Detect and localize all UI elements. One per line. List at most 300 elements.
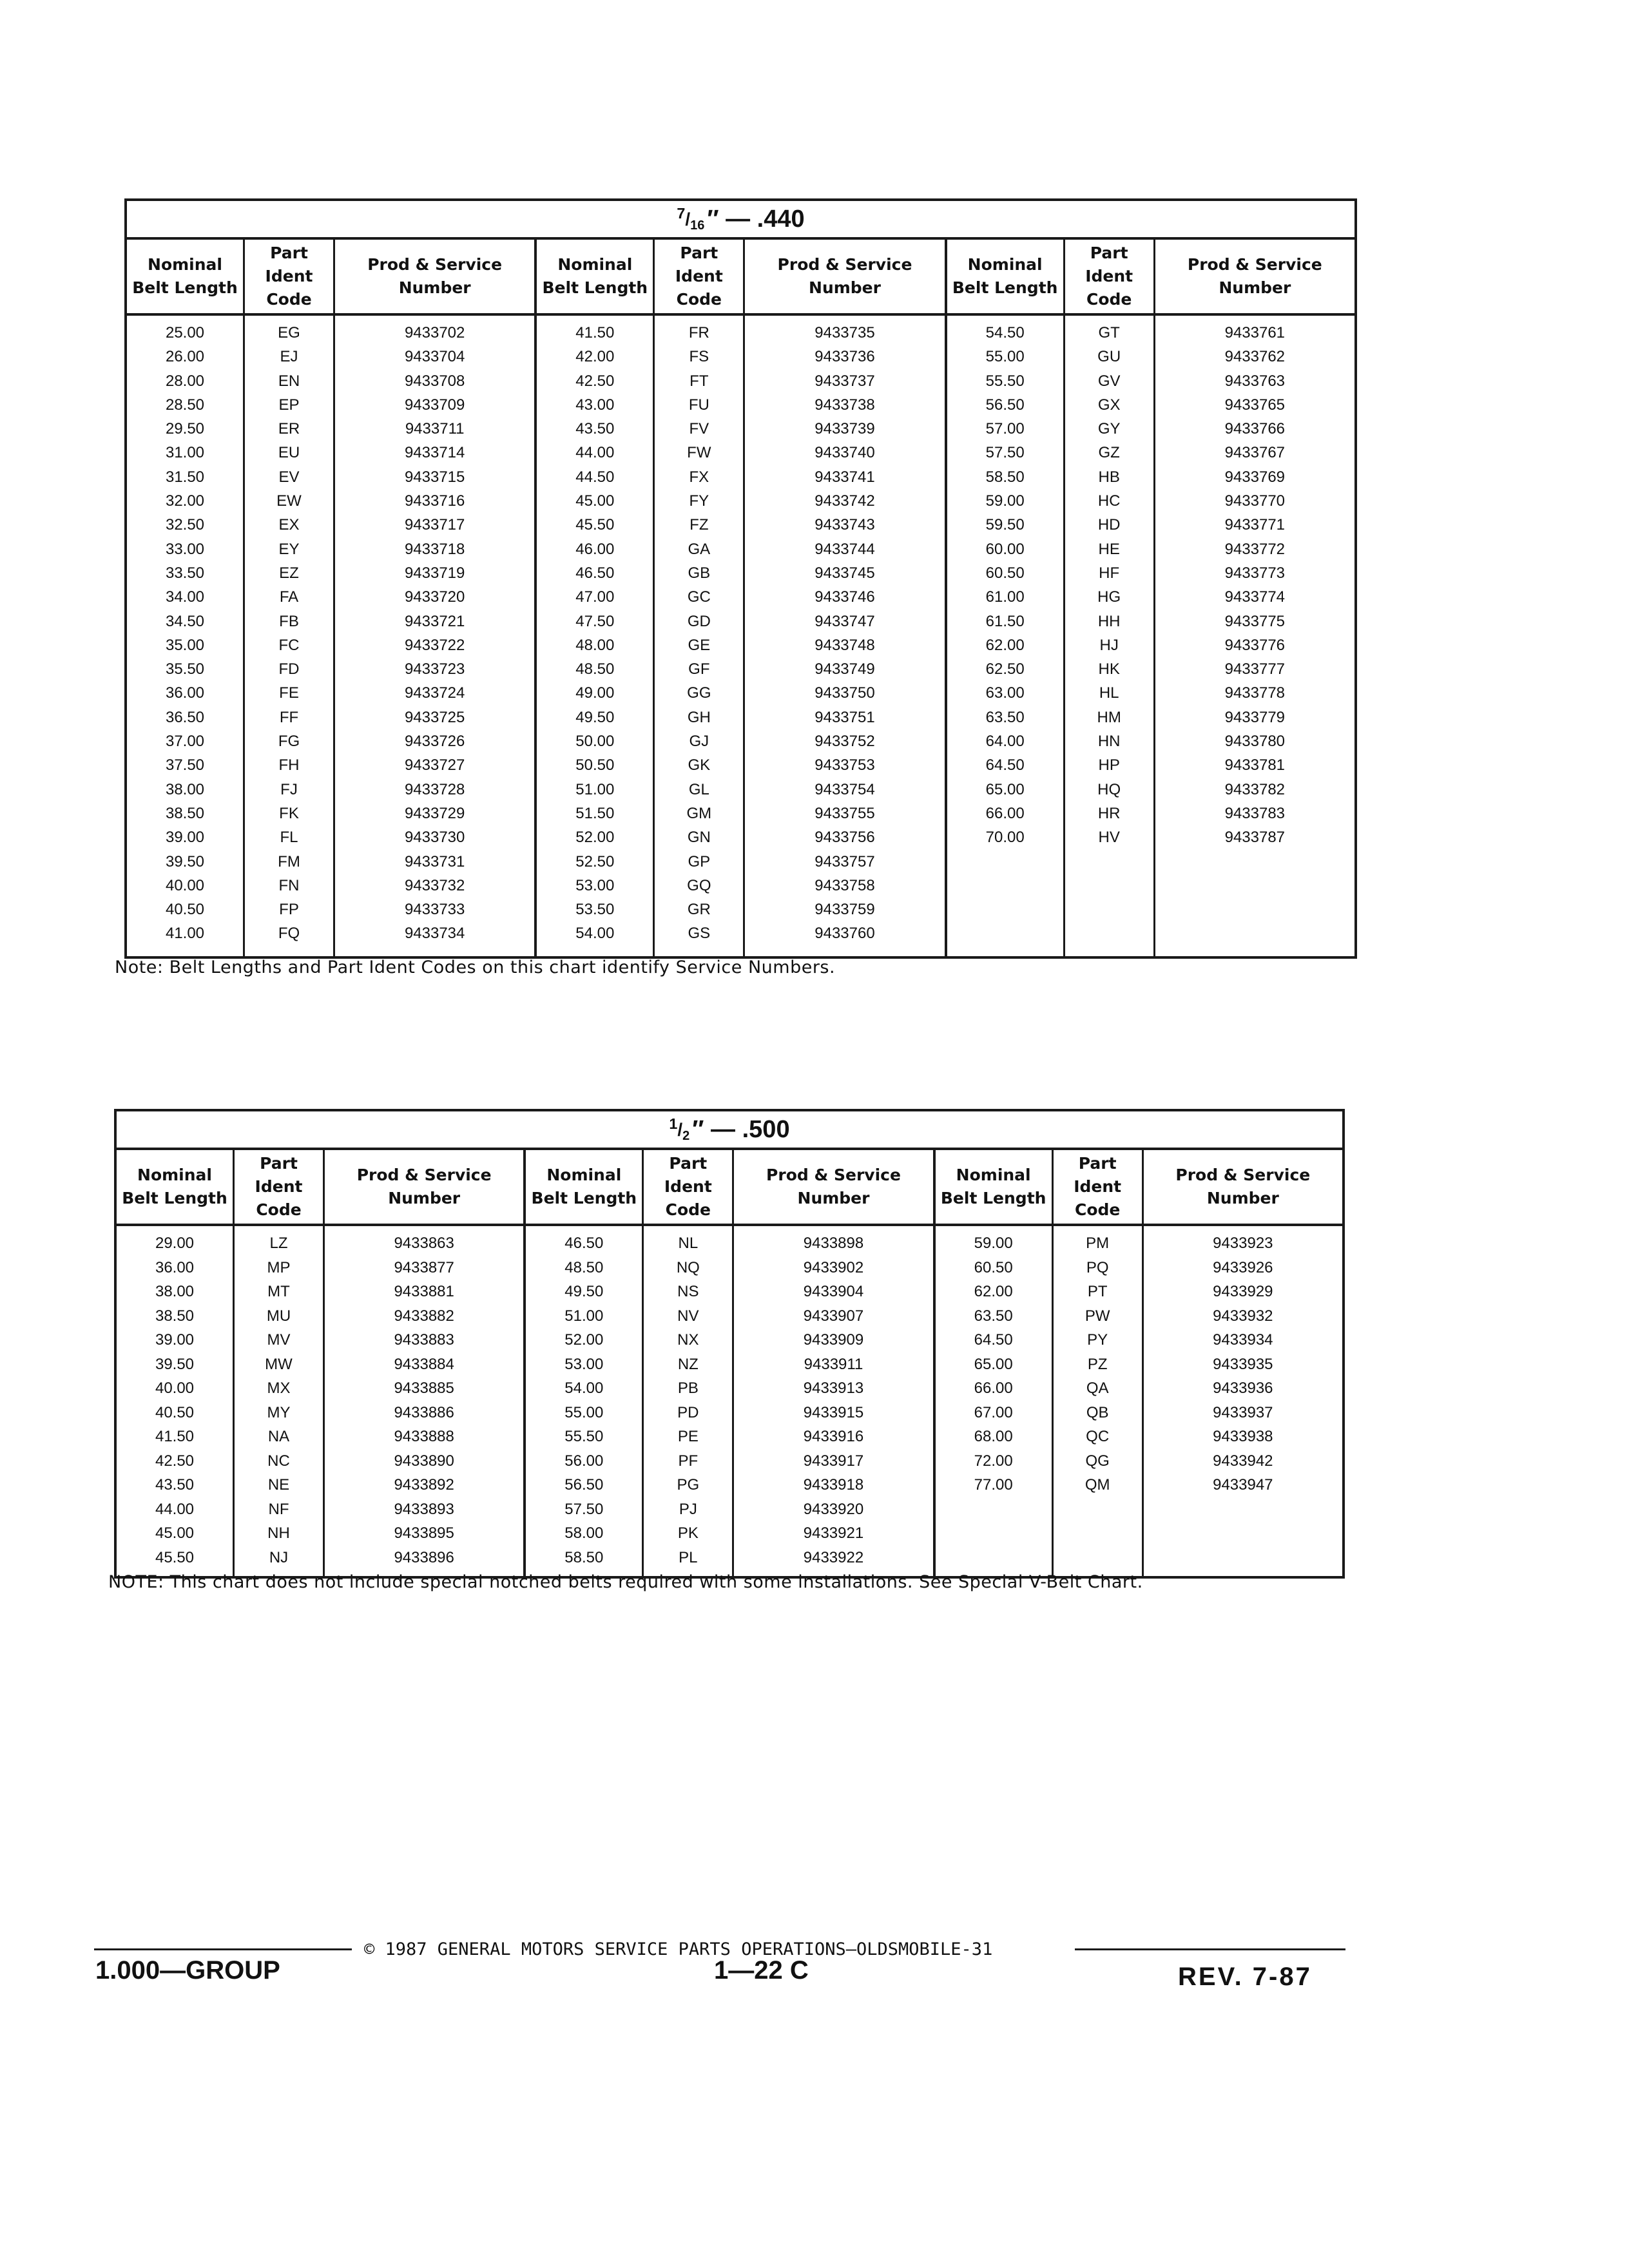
code-column xyxy=(1063,240,1153,956)
code-cell: GU xyxy=(1097,348,1121,366)
code-column xyxy=(243,240,333,956)
code-cell: GE xyxy=(688,636,711,654)
length-cell: 66.00 xyxy=(985,804,1025,822)
code-cell: QA xyxy=(1086,1379,1109,1397)
number-cell: 9433727 xyxy=(404,756,465,774)
length-cell: 45.00 xyxy=(155,1524,195,1542)
code-cell: MP xyxy=(267,1258,291,1276)
code-cell: ER xyxy=(278,420,300,438)
code-cell: HB xyxy=(1098,468,1120,486)
number-cell: 9433936 xyxy=(1213,1379,1273,1397)
length-cell: 42.50 xyxy=(155,1452,195,1470)
chart-title xyxy=(117,1111,1342,1150)
number-cell: 9433782 xyxy=(1224,780,1286,798)
code-cell: NA xyxy=(267,1428,290,1445)
column-group xyxy=(127,240,534,956)
code-cell: NS xyxy=(677,1283,699,1300)
code-column xyxy=(653,240,743,956)
length-cell: 52.00 xyxy=(575,829,615,847)
number-cell: 9433922 xyxy=(803,1548,864,1566)
length-cell: 41.50 xyxy=(155,1428,195,1445)
length-cell: 59.00 xyxy=(985,492,1025,510)
column-header: Part Ident Code xyxy=(1054,1150,1142,1226)
length-cell: 70.00 xyxy=(985,829,1025,847)
code-column xyxy=(233,1150,323,1576)
length-cell: 46.00 xyxy=(575,540,615,558)
chart-note: Note: Belt Lengths and Part Ident Codes on this chart identify Service Numbers. xyxy=(115,957,836,977)
length-cell: 72.00 xyxy=(974,1452,1013,1470)
code-cell: GK xyxy=(688,756,711,774)
number-cell: 9433778 xyxy=(1224,684,1286,702)
number-cell: 9433863 xyxy=(394,1235,454,1252)
number-column xyxy=(732,1150,932,1576)
code-cell: HR xyxy=(1097,804,1121,822)
column-header: Part Ident Code xyxy=(245,240,333,316)
number-column xyxy=(743,240,944,956)
number-cell: 9433735 xyxy=(815,324,875,341)
number-cell: 9433913 xyxy=(803,1379,864,1397)
column-header: Prod & Service Number xyxy=(335,240,534,316)
code-cell: FR xyxy=(688,324,709,341)
code-cell: FG xyxy=(278,733,300,751)
number-cell: 9433893 xyxy=(394,1500,454,1518)
code-cell: QG xyxy=(1085,1452,1110,1470)
length-cell: 28.50 xyxy=(165,396,205,414)
length-cell: 49.50 xyxy=(564,1283,604,1300)
number-cell: 9433748 xyxy=(815,636,875,654)
number-cell: 9433921 xyxy=(803,1524,864,1542)
code-cell: FJ xyxy=(280,780,298,798)
length-cell: 49.50 xyxy=(575,708,615,726)
length-cell: 56.50 xyxy=(564,1476,604,1494)
length-column xyxy=(117,1150,233,1576)
number-cell: 9433716 xyxy=(404,492,465,510)
title-fraction: $^7/_{16}$ xyxy=(677,205,705,233)
title-fraction: $^1/_2$ xyxy=(669,1115,690,1143)
number-cell: 9433751 xyxy=(815,708,875,726)
code-cell: GF xyxy=(688,660,710,678)
code-cell: HN xyxy=(1097,733,1121,751)
number-cell: 9433916 xyxy=(803,1428,864,1445)
number-cell: 9433895 xyxy=(394,1524,454,1542)
code-cell: GJ xyxy=(689,733,709,751)
number-cell: 9433702 xyxy=(404,324,465,341)
length-cell: 36.00 xyxy=(165,684,205,702)
code-cell: NC xyxy=(267,1452,290,1470)
number-cell: 9433780 xyxy=(1224,733,1286,751)
number-cell: 9433775 xyxy=(1224,612,1286,630)
title-text: ″ — .500 xyxy=(692,1115,790,1143)
number-cell: 9433779 xyxy=(1224,708,1286,726)
length-column xyxy=(947,240,1063,956)
code-cell: HH xyxy=(1097,612,1121,630)
length-cell: 61.50 xyxy=(985,612,1025,630)
number-cell: 9433898 xyxy=(803,1235,864,1252)
number-cell: 9433942 xyxy=(1213,1452,1273,1470)
code-cell: QC xyxy=(1086,1428,1110,1445)
length-cell: 57.50 xyxy=(564,1500,604,1518)
length-cell: 35.50 xyxy=(165,660,205,678)
length-cell: 38.00 xyxy=(155,1283,195,1300)
number-cell: 9433923 xyxy=(1213,1235,1273,1252)
number-cell: 9433773 xyxy=(1224,564,1286,582)
length-cell: 55.50 xyxy=(564,1428,604,1445)
code-cell: GB xyxy=(688,564,711,582)
code-cell: HJ xyxy=(1099,636,1119,654)
code-cell: EX xyxy=(278,516,300,534)
code-cell: PT xyxy=(1087,1283,1108,1300)
code-cell: NJ xyxy=(269,1548,289,1566)
code-cell: FK xyxy=(279,804,299,822)
length-cell: 55.00 xyxy=(564,1403,604,1421)
number-cell: 9433752 xyxy=(815,733,875,751)
length-cell: 65.00 xyxy=(985,780,1025,798)
code-cell: FM xyxy=(278,852,300,870)
code-cell: FA xyxy=(279,588,299,606)
column-group xyxy=(933,1150,1342,1576)
length-cell: 59.00 xyxy=(974,1235,1013,1252)
number-cell: 9433720 xyxy=(404,588,465,606)
number-cell: 9433884 xyxy=(394,1355,454,1373)
code-cell: PG xyxy=(677,1476,700,1494)
length-cell: 31.50 xyxy=(165,468,205,486)
number-cell: 9433918 xyxy=(803,1476,864,1494)
length-cell: 59.50 xyxy=(985,516,1025,534)
code-cell: FF xyxy=(279,708,299,726)
length-cell: 63.50 xyxy=(985,708,1025,726)
code-cell: HK xyxy=(1098,660,1120,678)
length-cell: 54.50 xyxy=(985,324,1025,341)
code-cell: GM xyxy=(686,804,712,822)
length-cell: 29.50 xyxy=(165,420,205,438)
column-group xyxy=(945,240,1354,956)
code-cell: HC xyxy=(1097,492,1121,510)
length-cell: 52.00 xyxy=(564,1331,604,1349)
column-header: Part Ident Code xyxy=(235,1150,323,1226)
length-cell: 47.50 xyxy=(575,612,615,630)
number-column xyxy=(333,240,534,956)
length-cell: 60.00 xyxy=(985,540,1025,558)
chart-title xyxy=(127,201,1354,240)
code-cell: PL xyxy=(679,1548,698,1566)
number-cell: 9433783 xyxy=(1224,804,1286,822)
length-cell: 63.00 xyxy=(985,684,1025,702)
code-cell: FY xyxy=(689,492,709,510)
code-cell: FN xyxy=(278,876,300,894)
length-cell: 36.00 xyxy=(155,1258,195,1276)
number-cell: 9433760 xyxy=(815,925,875,943)
number-cell: 9433733 xyxy=(404,901,465,919)
number-cell: 9433749 xyxy=(815,660,875,678)
length-cell: 48.50 xyxy=(564,1258,604,1276)
number-cell: 9433766 xyxy=(1224,420,1286,438)
length-column xyxy=(936,1150,1052,1576)
code-cell: GY xyxy=(1097,420,1121,438)
code-cell: HQ xyxy=(1097,780,1121,798)
length-cell: 29.00 xyxy=(155,1235,195,1252)
column-group xyxy=(117,1150,523,1576)
copyright-line: © 1987 GENERAL MOTORS SERVICE PARTS OPERATIONS—OLDSMOBILE-31 xyxy=(364,1939,993,1959)
number-cell: 9433724 xyxy=(404,684,465,702)
code-cell: MT xyxy=(267,1283,290,1300)
code-cell: PD xyxy=(677,1403,699,1421)
column-header: Prod & Service Number xyxy=(1155,240,1354,316)
code-cell: FD xyxy=(278,660,300,678)
length-cell: 45.00 xyxy=(575,492,615,510)
code-column xyxy=(642,1150,732,1576)
number-cell: 9433777 xyxy=(1224,660,1286,678)
column-header: Part Ident Code xyxy=(1065,240,1153,316)
number-cell: 9433890 xyxy=(394,1452,454,1470)
number-cell: 9433776 xyxy=(1224,636,1286,654)
number-cell: 9433902 xyxy=(803,1258,864,1276)
length-cell: 38.50 xyxy=(155,1307,195,1325)
code-column xyxy=(1052,1150,1142,1576)
code-cell: FX xyxy=(689,468,709,486)
code-cell: FV xyxy=(689,420,709,438)
number-cell: 9433715 xyxy=(404,468,465,486)
length-cell: 48.50 xyxy=(575,660,615,678)
length-cell: 46.50 xyxy=(564,1235,604,1252)
code-cell: EW xyxy=(276,492,302,510)
length-cell: 32.00 xyxy=(165,492,205,510)
length-cell: 55.50 xyxy=(985,372,1025,390)
length-cell: 57.50 xyxy=(985,444,1025,462)
number-cell: 9433736 xyxy=(815,348,875,366)
code-cell: QM xyxy=(1084,1476,1110,1494)
code-cell: FE xyxy=(279,684,299,702)
number-cell: 9433885 xyxy=(394,1379,454,1397)
number-cell: 9433935 xyxy=(1213,1355,1273,1373)
length-cell: 38.50 xyxy=(165,804,205,822)
length-cell: 40.00 xyxy=(155,1379,195,1397)
number-cell: 9433753 xyxy=(815,756,875,774)
number-cell: 9433763 xyxy=(1224,372,1286,390)
code-cell: HP xyxy=(1098,756,1120,774)
number-cell: 9433909 xyxy=(803,1331,864,1349)
code-cell: HF xyxy=(1099,564,1120,582)
length-cell: 58.50 xyxy=(564,1548,604,1566)
code-cell: PW xyxy=(1084,1307,1110,1325)
number-column xyxy=(1153,240,1354,956)
number-cell: 9433762 xyxy=(1224,348,1286,366)
length-cell: 52.50 xyxy=(575,852,615,870)
number-cell: 9433734 xyxy=(404,925,465,943)
number-cell: 9433892 xyxy=(394,1476,454,1494)
number-cell: 9433904 xyxy=(803,1283,864,1300)
length-cell: 33.00 xyxy=(165,540,205,558)
length-column xyxy=(537,240,653,956)
code-cell: FH xyxy=(278,756,300,774)
code-cell: HV xyxy=(1098,829,1120,847)
length-cell: 60.50 xyxy=(985,564,1025,582)
code-cell: GX xyxy=(1097,396,1121,414)
length-cell: 67.00 xyxy=(974,1403,1013,1421)
number-cell: 9433929 xyxy=(1213,1283,1273,1300)
number-cell: 9433896 xyxy=(394,1548,454,1566)
length-cell: 49.00 xyxy=(575,684,615,702)
number-cell: 9433883 xyxy=(394,1331,454,1349)
code-cell: PB xyxy=(677,1379,699,1397)
length-cell: 68.00 xyxy=(974,1428,1013,1445)
length-cell: 44.50 xyxy=(575,468,615,486)
length-cell: 25.00 xyxy=(165,324,205,341)
number-cell: 9433774 xyxy=(1224,588,1286,606)
number-cell: 9433723 xyxy=(404,660,465,678)
length-cell: 64.50 xyxy=(974,1331,1013,1349)
code-cell: NV xyxy=(677,1307,699,1325)
code-cell: GL xyxy=(688,780,709,798)
number-cell: 9433725 xyxy=(404,708,465,726)
number-cell: 9433757 xyxy=(815,852,875,870)
number-cell: 9433937 xyxy=(1213,1403,1273,1421)
number-cell: 9433932 xyxy=(1213,1307,1273,1325)
length-cell: 41.50 xyxy=(575,324,615,341)
code-cell: NH xyxy=(267,1524,290,1542)
code-cell: MU xyxy=(266,1307,291,1325)
code-cell: HE xyxy=(1098,540,1120,558)
length-cell: 26.00 xyxy=(165,348,205,366)
chart-note: NOTE: This chart does not include special notched belts required with some installations. See Special V-Belt Chart. xyxy=(108,1572,1143,1592)
number-cell: 9433744 xyxy=(815,540,875,558)
number-cell: 9433740 xyxy=(815,444,875,462)
code-cell: GR xyxy=(687,901,711,919)
length-cell: 65.00 xyxy=(974,1355,1013,1373)
column-header: Prod & Service Number xyxy=(745,240,944,316)
length-cell: 64.50 xyxy=(985,756,1025,774)
column-header: Nominal Belt Length xyxy=(526,1150,642,1226)
length-cell: 51.00 xyxy=(564,1307,604,1325)
length-cell: 39.50 xyxy=(165,852,205,870)
number-cell: 9433731 xyxy=(404,852,465,870)
number-cell: 9433881 xyxy=(394,1283,454,1300)
column-header: Part Ident Code xyxy=(655,240,743,316)
code-cell: FB xyxy=(279,612,299,630)
length-cell: 58.50 xyxy=(985,468,1025,486)
number-cell: 9433771 xyxy=(1224,516,1286,534)
code-cell: GS xyxy=(688,925,711,943)
code-cell: HG xyxy=(1097,588,1121,606)
length-cell: 34.00 xyxy=(165,588,205,606)
length-cell: 33.50 xyxy=(165,564,205,582)
belt-chart-440 xyxy=(124,198,1357,959)
group-label: 1.000—GROUP xyxy=(95,1956,280,1984)
column-header: Nominal Belt Length xyxy=(537,240,653,316)
number-cell: 9433907 xyxy=(803,1307,864,1325)
code-cell: EV xyxy=(278,468,300,486)
length-cell: 40.50 xyxy=(165,901,205,919)
number-cell: 9433915 xyxy=(803,1403,864,1421)
column-header: Prod & Service Number xyxy=(734,1150,932,1226)
length-cell: 42.00 xyxy=(575,348,615,366)
length-cell: 63.50 xyxy=(974,1307,1013,1325)
number-cell: 9433714 xyxy=(404,444,465,462)
length-cell: 45.50 xyxy=(155,1548,195,1566)
number-cell: 9433911 xyxy=(804,1355,863,1373)
code-cell: GH xyxy=(687,708,711,726)
code-cell: MY xyxy=(267,1403,291,1421)
chart-body xyxy=(127,240,1354,956)
column-header: Nominal Belt Length xyxy=(947,240,1063,316)
code-cell: EY xyxy=(278,540,300,558)
code-cell: FU xyxy=(688,396,709,414)
code-cell: GQ xyxy=(687,876,711,894)
code-cell: HD xyxy=(1097,516,1121,534)
number-cell: 9433877 xyxy=(394,1258,454,1276)
number-cell: 9433770 xyxy=(1224,492,1286,510)
length-cell: 50.00 xyxy=(575,733,615,751)
number-cell: 9433882 xyxy=(394,1307,454,1325)
number-cell: 9433750 xyxy=(815,684,875,702)
number-cell: 9433738 xyxy=(815,396,875,414)
length-cell: 55.00 xyxy=(985,348,1025,366)
footer-rule xyxy=(94,1948,352,1950)
code-cell: FS xyxy=(689,348,709,366)
number-cell: 9433772 xyxy=(1224,540,1286,558)
footer-rule xyxy=(1075,1948,1345,1950)
length-column xyxy=(526,1150,642,1576)
code-cell: PZ xyxy=(1087,1355,1108,1373)
length-cell: 62.00 xyxy=(985,636,1025,654)
length-cell: 51.00 xyxy=(575,780,615,798)
number-cell: 9433759 xyxy=(815,901,875,919)
code-cell: GT xyxy=(1098,324,1120,341)
length-cell: 77.00 xyxy=(974,1476,1013,1494)
length-cell: 64.00 xyxy=(985,733,1025,751)
number-cell: 9433888 xyxy=(394,1428,454,1445)
number-cell: 9433917 xyxy=(803,1452,864,1470)
number-cell: 9433726 xyxy=(404,733,465,751)
length-cell: 45.50 xyxy=(575,516,615,534)
length-cell: 57.00 xyxy=(985,420,1025,438)
number-cell: 9433767 xyxy=(1224,444,1286,462)
length-cell: 62.00 xyxy=(974,1283,1013,1300)
column-group xyxy=(523,1150,932,1576)
code-cell: NF xyxy=(268,1500,289,1518)
length-cell: 44.00 xyxy=(155,1500,195,1518)
code-cell: GG xyxy=(687,684,711,702)
code-cell: FZ xyxy=(689,516,709,534)
number-cell: 9433718 xyxy=(404,540,465,558)
code-cell: FC xyxy=(278,636,300,654)
code-cell: GP xyxy=(688,852,711,870)
chart-body xyxy=(117,1150,1342,1576)
length-column xyxy=(127,240,243,956)
number-cell: 9433746 xyxy=(815,588,875,606)
length-cell: 38.00 xyxy=(165,780,205,798)
code-cell: PQ xyxy=(1086,1258,1109,1276)
number-cell: 9433737 xyxy=(815,372,875,390)
number-cell: 9433719 xyxy=(404,564,465,582)
column-header: Prod & Service Number xyxy=(325,1150,523,1226)
number-cell: 9433756 xyxy=(815,829,875,847)
column-header: Nominal Belt Length xyxy=(117,1150,233,1226)
column-group xyxy=(534,240,944,956)
column-header: Prod & Service Number xyxy=(1144,1150,1342,1226)
code-cell: GA xyxy=(688,540,711,558)
length-cell: 37.50 xyxy=(165,756,205,774)
length-cell: 54.00 xyxy=(575,925,615,943)
code-cell: HL xyxy=(1099,684,1119,702)
belt-chart-500 xyxy=(114,1109,1345,1579)
code-cell: EG xyxy=(278,324,300,341)
code-cell: GN xyxy=(687,829,711,847)
length-cell: 43.50 xyxy=(575,420,615,438)
number-cell: 9433755 xyxy=(815,804,875,822)
length-cell: 43.00 xyxy=(575,396,615,414)
number-cell: 9433947 xyxy=(1213,1476,1273,1494)
code-cell: GC xyxy=(687,588,711,606)
